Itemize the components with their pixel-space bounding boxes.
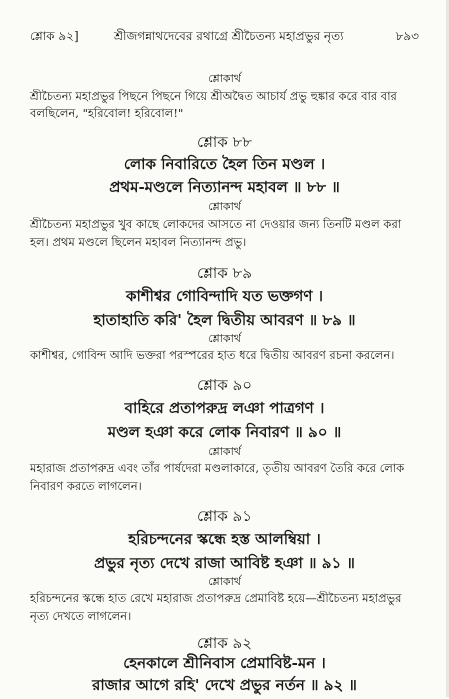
- verse-line: কাশীশ্বর গোবিন্দাদি যত ভক্তগণ ।: [125, 287, 324, 305]
- translation-label: শ্লোকার্থ: [208, 332, 241, 345]
- running-header: [30, 28, 419, 48]
- verse-line: প্রথম-মণ্ডলে নিত্যানন্দ মহাবল ॥ ৮৮ ॥: [109, 178, 340, 196]
- verse-line: হাতাহাতি করি' হৈল দ্বিতীয় আবরণ ॥ ৮৯ ॥: [93, 311, 356, 329]
- verse-line: প্রভুর নৃত্য দেখে রাজা আবিষ্ট হঞা ॥ ৯১ ॥: [94, 554, 355, 572]
- translation-label: শ্লোকার্থ: [208, 575, 241, 588]
- translation-line: হরিচন্দনের স্কন্ধে হাত রেখে মহারাজ প্রতাপরুদ্র প্রেমাবিষ্ট হয়ে—শ্রীচৈতন্য মহাপ্রভুর: [30, 591, 402, 605]
- translation-line: কাশীশ্বর, গোবিন্দ আদি ভক্তরা পরস্পরের হাত ধরে দ্বিতীয় আবরণ রচনা করলেন।: [30, 348, 395, 362]
- verse-title: শ্লোক ৯০: [197, 376, 252, 394]
- verse-line: লোক নিবারিতে হৈল তিন মণ্ডল ।: [123, 155, 326, 173]
- verse-title: শ্লোক ৮৮: [197, 133, 252, 151]
- header-chapter-title: শ্রীজগন্নাথদেবের রথাগ্রে শ্রীচৈতন্য মহাপ্রভুর নৃত্য: [114, 29, 344, 43]
- translation-label: শ্লোকার্থ: [208, 72, 241, 85]
- translation-label: শ্লোকার্থ: [208, 200, 241, 213]
- verse-title: শ্লোক ৯১: [197, 507, 252, 525]
- verse-line: মণ্ডল হঞা করে লোক নিবারণ ॥ ৯০ ॥: [107, 423, 342, 441]
- translation-line: শ্রীচৈতন্য মহাপ্রভুর পিছনে পিছনে গিয়ে শ্রীঅদ্বৈত আচার্য প্রভু হুঙ্কার করে বার বার: [30, 89, 397, 103]
- verse-line: হরিচন্দনের স্কন্ধে হস্ত আলম্বিয়া ।: [128, 530, 321, 548]
- verse-title: শ্লোক ৮৯: [197, 264, 252, 282]
- verse-line: হেনকালে শ্রীনিবাস প্রেমাবিষ্ট-মন ।: [123, 654, 326, 672]
- translation-label: শ্লোকার্থ: [208, 445, 241, 458]
- translation-line: হল। প্রথম মণ্ডলে ছিলেন মহাবল নিত্যানন্দ প্রভু।: [30, 235, 247, 249]
- translation-line: নৃত্য দেখতে লাগলেন।: [30, 609, 132, 623]
- header-verse-ref: শ্লোক ৯২]: [30, 29, 79, 43]
- translation-line: নিবারণ করতে লাগলেন।: [30, 479, 142, 493]
- translation-line: বলছিলেন, "হরিবোল! হরিবোল!": [30, 106, 184, 120]
- verse-line: বাহিরে প্রতাপরুদ্র লঞা পাত্রগণ ।: [124, 399, 325, 417]
- verse-line: রাজার আগে রহি' দেখে প্রভুর নর্তন ॥ ৯২ ॥: [92, 676, 357, 694]
- translation-line: মহারাজ প্রতাপরুদ্র এবং তাঁর পার্ষদেরা মণ্ডলাকারে, তৃতীয় আবরণ তৈরি করে লোক: [30, 461, 405, 475]
- translation-line: শ্রীচৈতন্য মহাপ্রভুর খুব কাছে লোকদের আসতে না দেওয়ার জন্য তিনটি মণ্ডল করা: [30, 217, 402, 231]
- verse-title: শ্লোক ৯২: [197, 634, 252, 652]
- page-number: ৮৯৩: [395, 29, 419, 43]
